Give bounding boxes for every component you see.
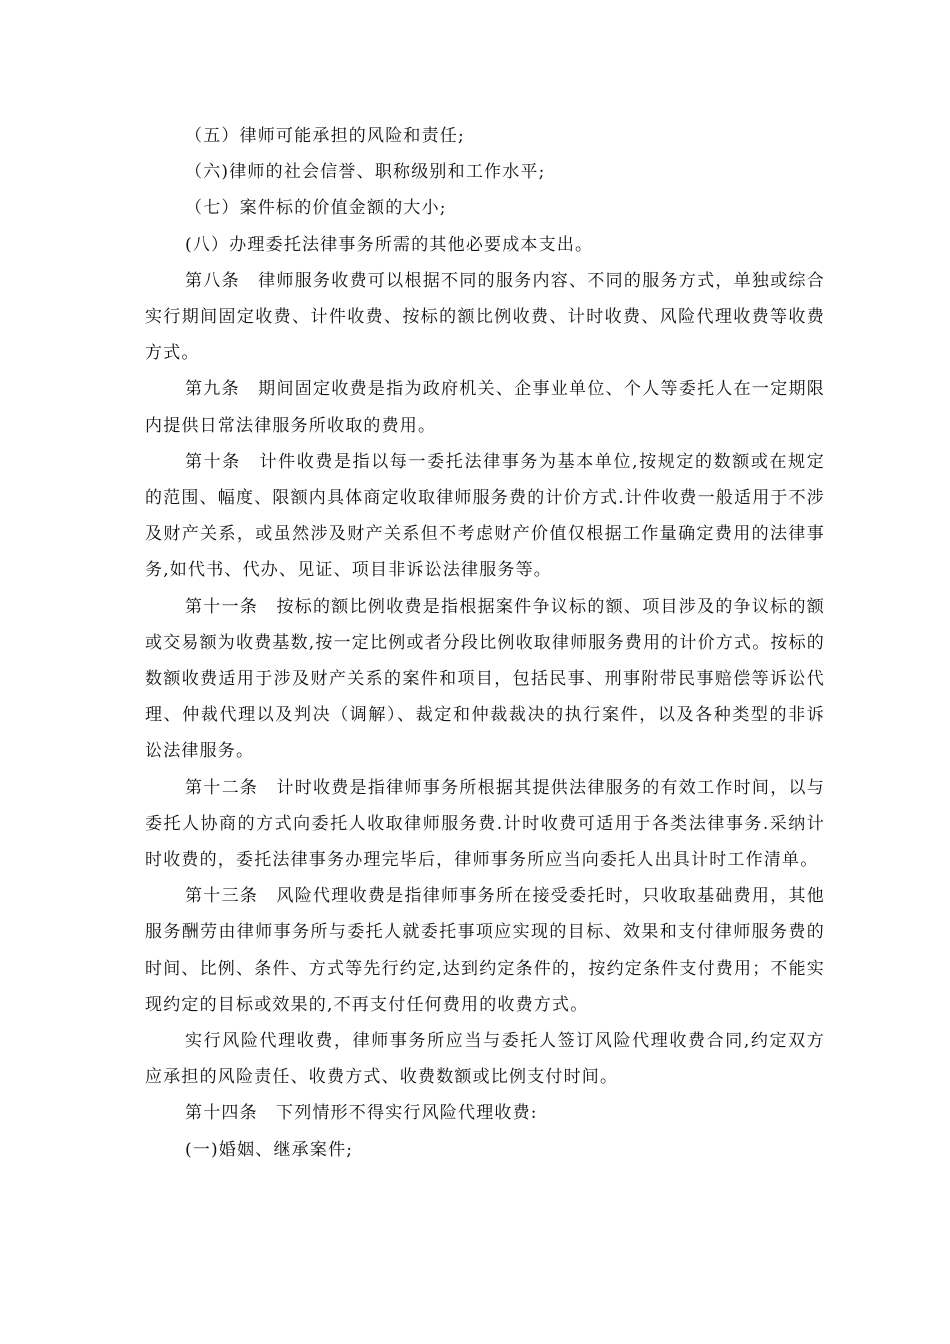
article-8: 第八条 律师服务收费可以根据不同的服务内容、不同的服务方式，单独或综合实行期间固定收费、计件收费、按标的额比例收费、计时收费、风险代理收费等收费方式。: [145, 270, 825, 364]
article-14: 第十四条 下列情形不得实行风险代理收费:: [185, 1103, 538, 1124]
clause-item-7: （七）案件标的价值金额的大小;: [185, 198, 447, 219]
clause-item-8: (八）办理委托法律事务所需的其他必要成本支出。: [185, 234, 594, 255]
clause-item-5: （五）律师可能承担的风险和责任;: [185, 126, 465, 146]
article-14-item-1: (一)婚姻、继承案件;: [185, 1139, 354, 1160]
article-13-continuation: 实行风险代理收费，律师事务所应当与委托人签订风险代理收费合同,约定双方应承担的风险责任、收费方式、收费数额或比例支付时间。: [145, 1031, 825, 1088]
article-12: 第十二条 计时收费是指律师事务所根据其提供法律服务的有效工作时间，以与委托人协商的方式向委托人收取律师服务费.计时收费可适用于各类法律事务.采纳计时收费的，委托法律事务办理完毕后，律师事务所应当向委托人出具计时工作清单。: [145, 777, 825, 871]
article-9: 第九条 期间固定收费是指为政府机关、企事业单位、个人等委托人在一定期限内提供日常法律服务所收取的费用。: [145, 379, 825, 436]
document-body: [145, 118, 825, 1168]
article-10: 第十条 计件收费是指以每一委托法律事务为基本单位,按规定的数额或在规定的范围、幅度、限额内具体商定收取律师服务费的计价方式.计件收费一般适用于不涉及财产关系，或虽然涉及财产关系但不考虑财产价值仅根据工作量确定费用的法律事务,如代书、代办、见证、项目非诉讼法律服务等。: [145, 451, 826, 581]
article-13: 第十三条 风险代理收费是指律师事务所在接受委托时，只收取基础费用，其他服务酬劳由律师事务所与委托人就委托事项应实现的目标、效果和支付律师服务费的时间、比例、条件、方式等先行约定,达到约定条件的，按约定条件支付费用；不能实现约定的目标或效果的,不再支付任何费用的收费方式。: [145, 886, 826, 1015]
article-11: 第十一条 按标的额比例收费是指根据案件争议标的额、项目涉及的争议标的额或交易额为收费基数,按一定比例或者分段比例收取律师服务费用的计价方式。按标的数额收费适用于涉及财产关系的案件和项目，包括民事、刑事附带民事赔偿等诉讼代理、仲裁代理以及判决（调解）、裁定和仲裁裁决的执行案件，以及各种类型的非诉讼法律服务。: [145, 596, 826, 762]
clause-item-6: （六)律师的社会信誉、职称级别和工作水平;: [185, 162, 546, 183]
